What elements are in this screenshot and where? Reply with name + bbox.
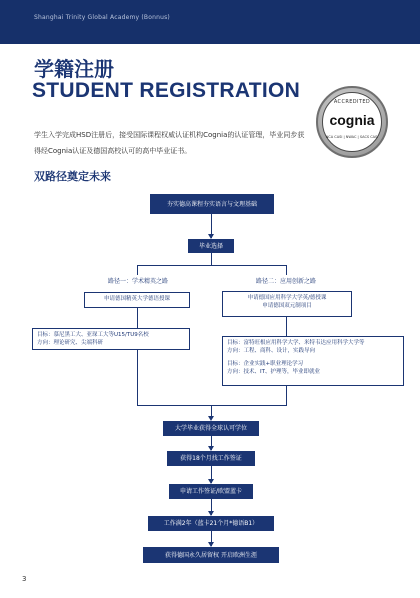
header-band xyxy=(0,0,420,44)
path1-goal-line2: 方向：理论研究、尖端科研 xyxy=(37,340,104,346)
page-title-cn: 学籍注册 xyxy=(34,57,114,81)
intro-paragraph: 学生入学完成HSD注册后，接受国际课程权威认证机构Cognia的认证管理，毕业同步获得经Cognia认证及德国高校认可的高中毕业证书。 xyxy=(34,131,305,155)
connector-line xyxy=(286,317,287,336)
step3-box: 申请工作签证/欧盟蓝卡 xyxy=(169,484,253,499)
step5-box: 获得德国永久居留权 开启欧洲生涯 xyxy=(143,547,279,563)
branch-line xyxy=(137,265,286,266)
path2-inst-line1: 目标：富特旺根应用科学大学、米特韦达应用科学大学等 xyxy=(227,340,365,346)
path1-goal-box xyxy=(32,328,190,350)
path2-label: 路径二：应用创新之路 xyxy=(255,278,316,285)
path2-goal-box xyxy=(222,336,404,386)
path2-goal-line2: 方向：技术、IT、护理等，毕业即就业 xyxy=(227,369,320,375)
flow-start-box: 夯实德高课程夯实语言与文理基础 xyxy=(150,194,274,214)
path2-inst-line2: 方向：工程、商科、设计，实践导向 xyxy=(227,348,316,354)
path1-label: 路径一：学术精英之路 xyxy=(107,278,168,285)
seal-bottom-text: NCA CASI | NWAC | SACS CASI xyxy=(325,135,379,139)
connector-line xyxy=(137,350,138,405)
connector-line xyxy=(137,265,138,275)
connector-line xyxy=(286,265,287,275)
academy-name: Shanghai Trinity Global Academy (Bonnus) xyxy=(34,14,170,21)
path2-apply-line1: 申请德国应用科学大学英/德授课 xyxy=(247,295,327,301)
merge-line xyxy=(137,405,287,406)
cognia-logo: cognia xyxy=(329,112,375,128)
step2-box: 获得18个月找工作签证 xyxy=(167,451,255,466)
path2-apply-line2: 申请德国双元制项目 xyxy=(262,303,312,309)
path1-goal-line1: 目标：慕尼黑工大、亚琛工大等U15/TU9名校 xyxy=(37,332,149,338)
step1-box: 大学毕业获得全球认可学位 xyxy=(163,421,259,436)
path2-goal-line1: 目标：企业实践+职业理论学习 xyxy=(227,361,304,367)
choice-box: 毕业选择 xyxy=(188,239,234,253)
page-number: 3 xyxy=(22,575,27,583)
path2-apply-box xyxy=(222,291,352,317)
connector-line xyxy=(137,308,138,328)
step4-box: 工作满2年（蓝卡21个月*德语B1） xyxy=(148,516,274,531)
page-title-en: STUDENT REGISTRATION xyxy=(32,79,301,102)
connector-line xyxy=(211,253,212,265)
path1-apply-box: 申请德国精英大学德语授课 xyxy=(84,292,190,308)
seal-top-text: ACCREDITED xyxy=(333,99,371,105)
section-title: 双路径奠定未来 xyxy=(34,170,111,183)
connector-line xyxy=(286,386,287,405)
